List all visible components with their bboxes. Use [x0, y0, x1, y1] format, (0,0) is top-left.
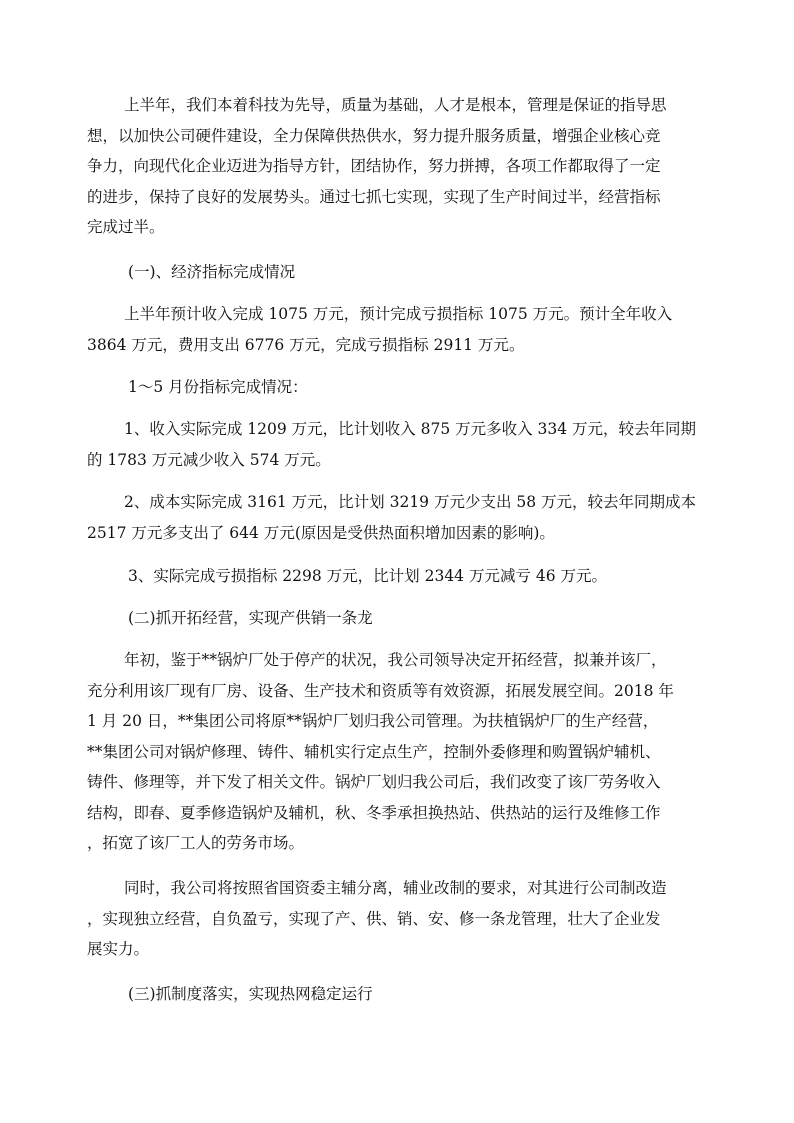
paragraph-intro [87, 90, 684, 243]
paragraph-restructuring [87, 873, 684, 965]
text-line: 1、收入实际完成 1209 万元，比计划收入 875 万元多收入 334 万元，较去年同期 [124, 420, 697, 438]
text-line: **集团公司对锅炉修理、铸件、辅机实行定点生产，控制外委修理和购置锅炉辅机、 [87, 742, 661, 761]
text-line: 充分利用该厂现有厂房、设备、生产技术和资质等有效资源，拓展发展空间。2018 年 [87, 681, 674, 700]
section-heading-system: (三)抓制度落实，实现热网稳定运行 [128, 985, 373, 1003]
section-heading-expansion: (二)抓开拓经营，实现产供销一条龙 [128, 609, 373, 627]
text-line: 同时，我公司将按照省国资委主辅分离，辅业改制的要求，对其进行公司制改造 [124, 879, 667, 897]
text-line: 上半年，我们本着科技为先导，质量为基础，人才是根本，管理是保证的指导思 [124, 96, 667, 114]
paragraph-boiler-factory [87, 645, 684, 859]
paragraph-jan-may: 1～5 月份指标完成情况： [128, 378, 308, 396]
text-line: ，拓宽了该厂工人的劳务市场。 [87, 834, 305, 852]
text-line: 想，以加快公司硬件建设，全力保障供热供水，努力提升服务质量，增强企业核心竞 [87, 126, 661, 145]
paragraph-income [87, 414, 697, 475]
text-line: 展实力。 [87, 940, 150, 958]
text-line: ，实现独立经营，自负盈亏，实现了产、供、销、安、修一条龙管理，壮大了企业发 [87, 909, 661, 928]
text-line: 完成过半。 [87, 218, 165, 236]
section-heading-economic: (一)、经济指标完成情况 [128, 263, 296, 281]
text-line: 年初，鉴于**锅炉厂处于停产的状况，我公司领导决定开拓经营，拟兼并该厂， [124, 651, 667, 669]
text-line: 的 1783 万元减少收入 574 万元。 [87, 450, 331, 469]
text-line: 争力，向现代化企业迈进为指导方针，团结协作，努力拼搏，各项工作都取得了一定 [87, 157, 661, 175]
text-line: 3864 万元，费用支出 6776 万元，完成亏损指标 2911 万元。 [87, 335, 525, 354]
paragraph-cost [87, 487, 697, 548]
text-line: 上半年预计收入完成 1075 万元，预计完成亏损指标 1075 万元。预计全年收入 [124, 305, 673, 323]
text-line: 2517 万元多支出了 644 万元(原因是受供热面积增加因素的影响)。 [87, 523, 555, 542]
text-line: 的进步，保持了良好的发展势头。通过七抓七实现，实现了生产时间过半，经营指标 [87, 187, 661, 206]
paragraph-half-year [87, 299, 684, 360]
text-line: 2、成本实际完成 3161 万元，比计划 3219 万元少支出 58 万元，较去年同期成本 [124, 493, 697, 511]
paragraph-loss: 3、实际完成亏损指标 2298 万元，比计划 2344 万元减亏 46 万元。 [128, 567, 608, 585]
text-line: 铸件、修理等，并下发了相关文件。锅炉厂划归我公司后，我们改变了该厂劳务收入 [87, 773, 661, 791]
text-line: 1 月 20 日，**集团公司将原**锅炉厂划归我公司管理。为扶植锅炉厂的生产经营， [87, 712, 659, 730]
text-line: 结构，即春、夏季修造锅炉及辅机，秋、冬季承担换热站、供热站的运行及维修工作 [87, 803, 661, 822]
